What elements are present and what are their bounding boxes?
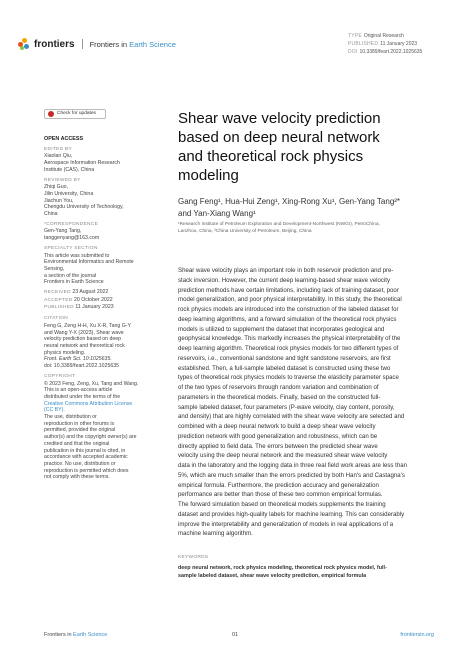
sidebar-line: Chengdu University of Technology,: [44, 204, 124, 211]
sidebar-line: Xiaolan Qiu,: [44, 153, 73, 160]
title-line: Shear wave velocity prediction: [178, 110, 381, 127]
abstract-line: performance are better than those of these two common empirical formulas.: [178, 491, 383, 499]
sidebar-line: Aerospace Information Research: [44, 160, 120, 167]
sidebar-line: and Wang Y-X (2023), Shear wave: [44, 329, 124, 336]
sidebar-line: Zhiqi Guo,: [44, 184, 68, 191]
abstract-line: parameters in the theoretical models. Finally, based on the constructed full-: [178, 393, 381, 401]
license-link[interactable]: Creative Commons Attribution License: [44, 400, 133, 407]
sidebar-line: neural network and theoretical rock: [44, 342, 125, 349]
date-key: PUBLISHED: [44, 305, 74, 311]
section-heading: EDITED BY: [44, 146, 73, 152]
sidebar-line: not comply with these terms.: [44, 474, 110, 481]
sidebar-line: The use, distribution or: [44, 414, 97, 421]
article-title: [178, 109, 448, 185]
date-key: RECEIVED: [44, 290, 71, 296]
sidebar-line: practice. No use, distribution or: [44, 460, 116, 467]
meta-row: [348, 32, 422, 40]
abstract-line: and density) that are highly correlated with the shear wave velocity are selected and: [178, 413, 405, 421]
abstract-line: velocity using the deep neural network and the measured shear wave velocity: [178, 452, 388, 460]
sidebar-line: reproduction in other forums is: [44, 420, 115, 427]
sidebar-line: Jiachun You,: [44, 197, 74, 204]
article-sidebar: [44, 109, 154, 484]
page-header: [18, 32, 458, 62]
abstract-line: stack inversion. However, the current deep learning-based shear wave velocity: [178, 276, 391, 284]
dates-section: [44, 289, 154, 312]
sidebar-line: distributed under the terms of the: [44, 393, 121, 400]
abstract-line: prediction network with good generalization and robustness, which can be: [178, 432, 378, 440]
crossmark-icon: [48, 111, 54, 117]
title-line: and theoretical rock physics: [178, 148, 364, 165]
reviewed-by-section: [44, 178, 154, 218]
keywords-heading: KEYWORDS: [178, 555, 209, 560]
citation-doi[interactable]: doi: 10.3389/feart.2022.1025635: [44, 363, 119, 370]
abstract-line: reservoirs, i.e., conventional sandstone and tight sandstone reservoirs, are first: [178, 354, 391, 362]
footer-journal: [44, 632, 107, 638]
author-list: [178, 196, 448, 220]
footer-journal-prefix: Frontiers in: [44, 632, 72, 638]
doi-link[interactable]: 10.3389/feart.2022.1025635: [359, 49, 423, 55]
abstract-line: rock physics models are introduced into the construction of the labeled dataset for: [178, 306, 399, 313]
abstract-line: 5%, which are much smaller than the errors predicted by both Han's and Castagna's: [178, 471, 405, 479]
license-link[interactable]: (CC BY).: [44, 407, 65, 414]
date-value: 20 October 2022: [73, 296, 113, 303]
sidebar-line: This is an open-access article: [44, 387, 113, 394]
journal-name: [90, 40, 176, 49]
correspondence-section: [44, 222, 154, 242]
meta-key: DOI: [348, 49, 358, 55]
abstract-line: machine learning algorithm.: [178, 530, 253, 538]
sidebar-line: velocity prediction based on deep: [44, 336, 121, 343]
edited-by-section: [44, 147, 154, 174]
sidebar-line: Sensing,: [44, 265, 65, 272]
abstract-line: dataset and provides high-quality labels for machine learning. This can considerably: [178, 510, 405, 518]
specialty-section: [44, 246, 154, 286]
sidebar-line: This article was submitted to: [44, 252, 110, 259]
keywords-line: sample labeled dataset, shear wave velocity prediction, empirical formula: [178, 572, 367, 579]
sidebar-line: China: [44, 211, 58, 218]
journal-title: Earth Science: [129, 39, 176, 49]
affiliation-line: ¹Research Institute of Petroleum Exploration and Development-Northwest (NWGI), PetroChina,: [178, 222, 380, 227]
date-value: 23 August 2022: [72, 289, 109, 296]
abstract-line: empirical formula. Furthermore, the prediction accuracy and generalization: [178, 481, 379, 489]
section-heading: COPYRIGHT: [44, 373, 76, 379]
open-access-label: OPEN ACCESS: [44, 136, 84, 142]
section-heading: *CORRESPONDENCE: [44, 221, 99, 227]
sidebar-line: credited and that the original: [44, 440, 110, 447]
sidebar-line: Feng G, Zeng H-H, Xu X-R, Tang G-Y: [44, 322, 131, 329]
section-heading: SPECIALTY SECTION: [44, 245, 98, 251]
meta-value: Original Research: [363, 33, 404, 39]
abstract-line: established. Then, a full-sample labeled dataset is constructed using these two: [178, 364, 391, 372]
footer-journal-name: Earth Science: [73, 632, 108, 638]
affiliations: [178, 222, 448, 235]
title-line: modeling: [178, 167, 239, 184]
sidebar-line: Jilin University, China: [44, 190, 94, 197]
brand-name: frontiers: [34, 38, 75, 50]
meta-key: PUBLISHED: [348, 41, 379, 47]
date-value: 11 January 2023: [75, 304, 114, 311]
abstract-line: data in the laboratory and the logging data in three real field work areas are less than: [178, 462, 407, 469]
section-heading: CITATION: [44, 316, 69, 322]
abstract: [178, 266, 433, 539]
abstract-line: types of theoretical rock physics models to traverse the elasticity parameter space: [178, 374, 399, 382]
keywords: [178, 565, 438, 580]
sidebar-line: author(s) and the copyright owner(s) are: [44, 434, 137, 441]
date-key: ACCEPTED: [44, 297, 73, 303]
meta-value: 11 January 2023: [380, 41, 418, 47]
meta-row: [348, 40, 422, 48]
check-updates-label: Check for updates: [57, 110, 96, 116]
frontiers-logo-icon: [18, 38, 30, 50]
copyright-section: [44, 374, 154, 481]
abstract-line: The forward simulation based on theoretical models supplements the training: [178, 501, 386, 508]
sidebar-line: Environmental Informatics and Remote: [44, 259, 134, 266]
sidebar-line: Gen-Yang Tang,: [44, 228, 82, 235]
author-line[interactable]: Gang Feng¹, Hua-Hui Zeng¹, Xing-Rong Xu¹, Gen-Yang Tang²*: [178, 197, 401, 206]
abstract-line: deep learning algorithms, and a forward simulation of the theoretical rock physics: [178, 315, 397, 323]
abstract-line: deep learning algorithm. Theoretical rock physics models for two different types of: [178, 345, 399, 352]
sidebar-line: physics modeling.: [44, 349, 86, 356]
sidebar-line: a section of the journal: [44, 272, 97, 279]
sidebar-line: Frontiers in Earth Science: [44, 279, 104, 286]
citation-journal: Front. Earth Sci. 10:1025635.: [44, 356, 112, 363]
abstract-line: models is utilized to supplement the dataset that incorporates geological and: [178, 325, 385, 333]
abstract-line: combined with a deep neural network to build a deep shear wave velocity: [178, 423, 376, 430]
journal-logo[interactable]: [18, 38, 176, 50]
sidebar-line: publication in this journal is cited, in: [44, 447, 126, 454]
meta-key: TYPE: [348, 33, 362, 39]
email-link[interactable]: tanggenyang@163.com: [44, 235, 100, 242]
site-link[interactable]: frontiersin.org: [400, 632, 434, 638]
sidebar-line: permitted, provided the original: [44, 427, 116, 434]
citation-section: [44, 316, 154, 370]
author-line[interactable]: and Yan-Xiang Wang¹: [178, 209, 256, 218]
affiliation-line: Lanzhou, China, ²China University of Petroleum, Beijing, China: [178, 228, 312, 234]
abstract-line: directly applied to field data. The errors between the predicted shear wave: [178, 442, 378, 450]
keywords-line: deep neural network, rock physics modeling, theoretical rock physics model, full-: [178, 565, 387, 571]
journal-prefix: Frontiers in: [89, 39, 128, 49]
section-heading: REVIEWED BY: [44, 177, 81, 183]
abstract-line: geophysical knowledge. This markedly increases the physical interpretability of the: [178, 335, 401, 343]
abstract-line: improve the interpretability and generalization of models in real applications of a: [178, 520, 394, 528]
article-meta: [348, 32, 422, 56]
page-number: 01: [232, 632, 239, 638]
sidebar-line: reproduction is permitted which does: [44, 467, 129, 474]
title-line: based on deep neural network: [178, 129, 380, 146]
abstract-line: of the two types of reservoirs through random variation and combination of: [178, 384, 379, 391]
abstract-line: prediction methods have certain limitations, including lack of training dataset, poor: [178, 286, 399, 294]
abstract-line: model generalization, and poor physical interpretability. In this study, the theoretical: [178, 296, 402, 304]
sidebar-line: accordance with accepted academic: [44, 454, 128, 461]
abstract-line: sample labeled dataset, four parameters (P-wave velocity, clay content, porosity,: [178, 403, 395, 411]
abstract-line: Shear wave velocity plays an important role in both reservoir prediction and pre-: [178, 267, 394, 274]
meta-row[interactable]: [348, 48, 422, 56]
check-updates-button[interactable]: [44, 109, 106, 119]
sidebar-line: © 2023 Feng, Zeng, Xu, Tang and Wang.: [44, 380, 139, 387]
logo-divider: [82, 39, 83, 49]
sidebar-line: Institute (CAS), China: [44, 166, 95, 173]
